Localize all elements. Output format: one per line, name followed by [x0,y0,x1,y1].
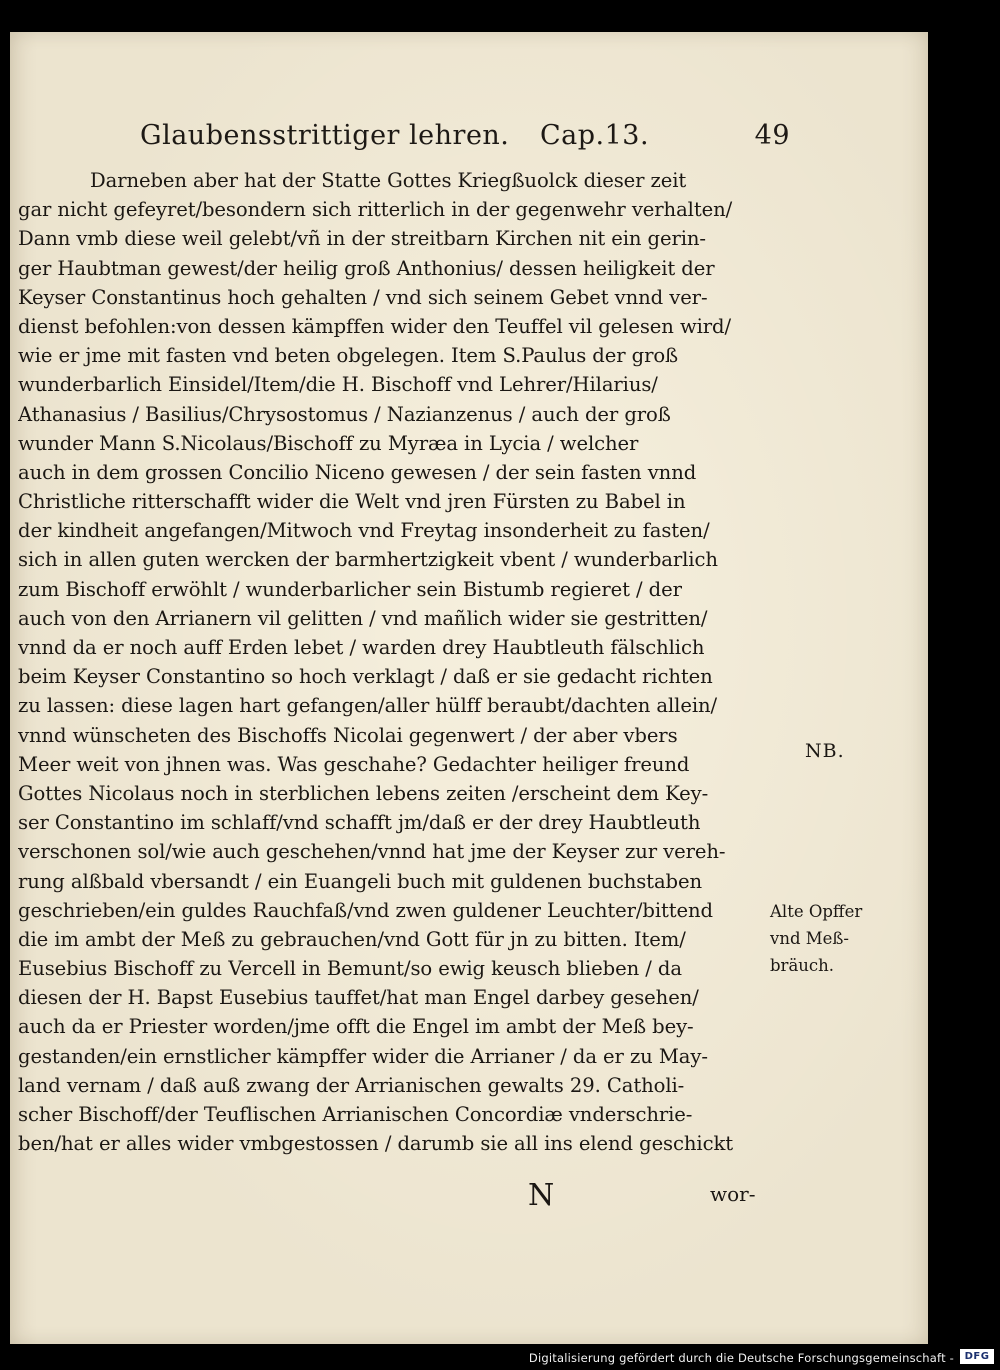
text-line: diesen der H. Bapst Eusebius tauffet/hat man Engel darbey gesehen/ [18,986,699,1010]
text-line: ben/hat er alles wider vmbgestossen / darumb sie all ins elend geschickt [18,1132,733,1156]
text-line: Keyser Constantinus hoch gehalten / vnd sich seinem Gebet vnnd ver- [18,285,708,309]
text-line: vnnd da er noch auff Erden lebet / warden drey Haubtleuth fälschlich [18,636,705,659]
text-line: ger Haubtman gewest/der heilig groß Anthonius/ dessen heiligkeit der [18,256,715,280]
running-head [140,112,790,162]
marginal-note-line: bräuch. [770,956,835,975]
text-line: sich in allen guten wercken der barmhertzigkeit vbent / wunderbarlich [18,548,718,572]
text-line: Dann vmb diese weil gelebt/vñ in der streitbarn Kirchen nit ein gerin- [18,227,706,251]
text-line: Athanasius / Basilius/Chrysostomus / Nazianzenus / auch der groß [18,402,671,426]
text-line: Gottes Nicolaus noch in sterblichen lebens zeiten /erscheint dem Key- [18,781,709,805]
page-number: 49 [754,120,790,151]
text-line: auch da er Priester worden/jme offt die Engel im ambt der Meß bey- [18,1015,694,1039]
text-line: rung alßbald vbersandt / ein Euangeli buch mit guldenen buchstaben [18,869,702,893]
marginal-note-line: vnd Meß- [770,929,850,948]
text-line: Eusebius Bischoff zu Vercell in Bemunt/so ewig keusch blieben / da [18,957,682,981]
text-line: wunderbarlich Einsidel/Item/die H. Bischoff vnd Lehrer/Hilarius/ [18,373,658,397]
text-line: vnnd wünscheten des Bischoffs Nicolai gegenwert / der aber vbers [18,723,678,747]
text-line: wie er jme mit fasten vnd beten obgelegen. Item S.Paulus der groß [18,344,679,368]
text-line: scher Bischoff/der Teuflischen Arrianischen Concordiæ vnderschrie- [18,1103,693,1126]
text-line: gar nicht gefeyret/besondern sich ritterlich in der gegenwehr verhalten/ [18,198,733,222]
dfg-logo-icon: DFG [960,1349,994,1364]
text-line: land vernam / daß auß zwang der Arrianischen gewalts 29. Catholi- [18,1073,685,1097]
running-head-title: Glaubensstrittiger lehren. [140,120,510,151]
catchword: wor- [710,1182,756,1206]
text-line: zum Bischoff erwöhlt / wunderbarlicher sein Bistumb regieret / der [18,577,682,601]
text-line: beim Keyser Constantino so hoch verklagt / daß er sie gedacht richten [18,665,713,689]
text-line: geschrieben/ein guldes Rauchfaß/vnd zwen guldener Leuchter/bittend [18,898,713,922]
signature-mark: N [528,1178,555,1213]
text-line: Christliche ritterschafft wider die Welt vnd jren Fürsten zu Babel in [18,490,686,514]
chapter-label: Cap.13. [540,120,650,151]
main-text-block [18,166,770,1158]
text-line: Darneben aber hat der Statte Gottes Kriegßuolck dieser zeit [90,169,687,192]
text-line: verschonen sol/wie auch geschehen/vnnd hat jme der Keyser zur vereh- [18,840,726,864]
book-page [10,32,928,1344]
text-line: Meer weit von jhnen was. Was geschahe? Gedachter heiliger freund [18,752,690,776]
text-line: ser Constantino im schlaff/vnd schafft jm/daß er der drey Haubtleuth [18,811,701,835]
text-line: auch von den Arrianern vil gelitten / vnd mañlich wider sie gestritten/ [18,606,708,630]
text-line: der kindheit angefangen/Mitwoch vnd Freytag insonderheit zu fasten/ [18,519,710,543]
text-line: dienst befohlen:von dessen kämpffen wider den Teuffel vil gelesen wird/ [18,314,731,338]
footer-credit: Digitalisierung gefördert durch die Deutsche Forschungsgemeinschaft - [528,1351,954,1365]
text-line: wunder Mann S.Nicolaus/Bischoff zu Myræa in Lycia / welcher [18,431,639,455]
text-line: gestanden/ein ernstlicher kämpffer wider die Arrianer / da er zu May- [18,1044,708,1068]
marginal-note-opfer [770,898,862,979]
text-line: zu lassen: diese lagen hart gefangen/aller hülff beraubt/dachten allein/ [18,694,718,718]
marginal-note-nb: NB. [805,740,845,762]
footer-strip [0,1344,1000,1370]
text-line: auch in dem grossen Concilio Niceno gewesen / der sein fasten vnnd [18,460,697,484]
text-line: die im ambt der Meß zu gebrauchen/vnd Gott für jn zu bitten. Item/ [18,927,686,951]
marginal-note-line: Alte Opffer [770,902,863,921]
